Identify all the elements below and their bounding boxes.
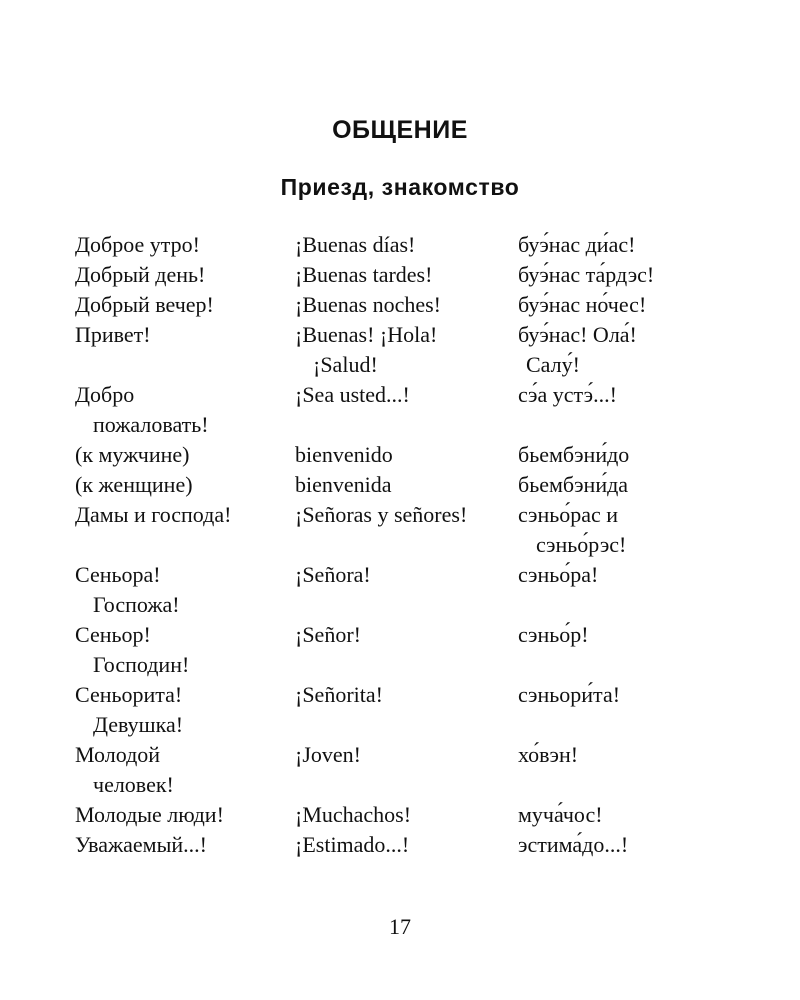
spanish-phrase-line: bienvenida [295, 472, 392, 497]
spanish-phrase-line: bienvenido [295, 442, 393, 467]
spanish-phrase [295, 380, 410, 410]
russian-phrase [75, 320, 151, 350]
transcription [518, 560, 598, 590]
russian-phrase-line: (к женщине) [75, 472, 193, 497]
transcription [518, 740, 578, 770]
phrase-row [0, 380, 800, 440]
russian-phrase [75, 500, 231, 530]
spanish-phrase [295, 740, 361, 770]
russian-phrase-line: Добро [75, 382, 135, 407]
russian-phrase-line: Сеньор! [75, 622, 151, 647]
transcription-line: бьембэни́да [518, 472, 629, 497]
spanish-phrase [295, 560, 371, 590]
spanish-phrase [295, 680, 383, 710]
phrase-row [0, 680, 800, 740]
phrase-row [0, 230, 800, 260]
russian-phrase-line: Госпожа! [93, 592, 180, 617]
transcription-line: сэньо́рэс! [536, 532, 627, 557]
russian-phrase-line: Сеньора! [75, 562, 161, 587]
transcription [518, 320, 637, 380]
spanish-phrase [295, 230, 415, 260]
section-title: ОБЩЕНИЕ [332, 116, 468, 144]
russian-phrase-line: Молодые люди! [75, 802, 224, 827]
transcription [518, 500, 626, 560]
russian-phrase-line: Привет! [75, 322, 151, 347]
phrase-row [0, 800, 800, 830]
russian-phrase [75, 680, 183, 740]
phrase-row [0, 500, 800, 560]
russian-phrase [75, 800, 224, 830]
transcription [518, 230, 635, 260]
spanish-phrase-line: ¡Señorita! [295, 682, 383, 707]
russian-phrase-line: (к мужчине) [75, 442, 190, 467]
transcription [518, 680, 620, 710]
spanish-phrase [295, 830, 409, 860]
phrase-table [0, 230, 800, 860]
spanish-phrase [295, 470, 392, 500]
russian-phrase-line: пожаловать! [93, 412, 209, 437]
russian-phrase-line: Сеньорита! [75, 682, 183, 707]
transcription-line: сэньо́рас и [518, 502, 619, 527]
russian-phrase-line: Господин! [93, 652, 190, 677]
spanish-phrase [295, 290, 441, 320]
russian-phrase [75, 740, 174, 800]
russian-phrase-line: Добрый день! [75, 262, 206, 287]
spanish-phrase-line: ¡Señoras y señores! [295, 502, 468, 527]
spanish-phrase [295, 800, 411, 830]
russian-phrase [75, 380, 209, 440]
russian-phrase [75, 830, 207, 860]
spanish-phrase-line: ¡Buenas tardes! [295, 262, 433, 287]
phrase-row [0, 560, 800, 620]
spanish-phrase [295, 500, 467, 530]
page-number: 17 [389, 914, 411, 939]
transcription-line: сэньо́р! [518, 622, 589, 647]
russian-phrase [75, 230, 200, 260]
russian-phrase-line: Уважаемый...! [75, 832, 207, 857]
subsection-title: Приезд, знакомство [280, 174, 520, 200]
spanish-phrase-line: ¡Buenas días! [295, 232, 416, 257]
spanish-phrase [295, 320, 437, 380]
russian-phrase [75, 560, 180, 620]
phrase-row [0, 620, 800, 680]
russian-phrase-line: Добрый вечер! [75, 292, 214, 317]
transcription [518, 800, 603, 830]
spanish-phrase-line: ¡Señora! [295, 562, 371, 587]
transcription-line: сэньо́ра! [518, 562, 599, 587]
russian-phrase [75, 290, 214, 320]
transcription-line: сэ́а устэ́...! [518, 382, 617, 407]
spanish-phrase-line: ¡Muchachos! [295, 802, 412, 827]
russian-phrase [75, 440, 190, 470]
transcription-line: буэ́нас но́чес! [518, 292, 647, 317]
phrase-row [0, 260, 800, 290]
russian-phrase-line: человек! [93, 772, 174, 797]
phrase-row [0, 470, 800, 500]
transcription-line: буэ́нас ди́ас! [518, 232, 636, 257]
russian-phrase-line: Девушка! [93, 712, 184, 737]
transcription-line: Салу́! [526, 352, 580, 377]
spanish-phrase [295, 260, 432, 290]
russian-phrase [75, 260, 205, 290]
spanish-phrase [295, 440, 393, 470]
phrase-row [0, 830, 800, 860]
spanish-phrase-line: ¡Salud! [313, 352, 378, 377]
transcription-line: эстима́до...! [518, 832, 629, 857]
transcription-line: буэ́нас та́рдэс! [518, 262, 655, 287]
transcription [518, 440, 629, 470]
russian-phrase-line: Доброе утро! [75, 232, 200, 257]
phrase-row [0, 290, 800, 320]
russian-phrase [75, 470, 193, 500]
spanish-phrase-line: ¡Señor! [295, 622, 361, 647]
spanish-phrase-line: ¡Buenas noches! [295, 292, 442, 317]
transcription-line: бьембэни́до [518, 442, 630, 467]
spanish-phrase-line: ¡Joven! [295, 742, 361, 767]
phrase-row [0, 440, 800, 470]
phrase-row [0, 740, 800, 800]
transcription-line: хо́вэн! [518, 742, 579, 767]
spanish-phrase-line: ¡Estimado...! [295, 832, 410, 857]
transcription [518, 290, 646, 320]
transcription [518, 260, 654, 290]
transcription-line: буэ́нас! Ола́! [518, 322, 637, 347]
transcription [518, 620, 589, 650]
russian-phrase-line: Дамы и господа! [75, 502, 232, 527]
phrase-row [0, 320, 800, 380]
transcription-line: муча́чос! [518, 802, 603, 827]
spanish-phrase [295, 620, 361, 650]
spanish-phrase-line: ¡Buenas! ¡Hola! [295, 322, 438, 347]
russian-phrase-line: Молодой [75, 742, 161, 767]
russian-phrase [75, 620, 189, 680]
spanish-phrase-line: ¡Sea usted...! [295, 382, 410, 407]
transcription [518, 830, 628, 860]
transcription [518, 470, 628, 500]
transcription-line: сэньори́та! [518, 682, 621, 707]
transcription [518, 380, 617, 410]
